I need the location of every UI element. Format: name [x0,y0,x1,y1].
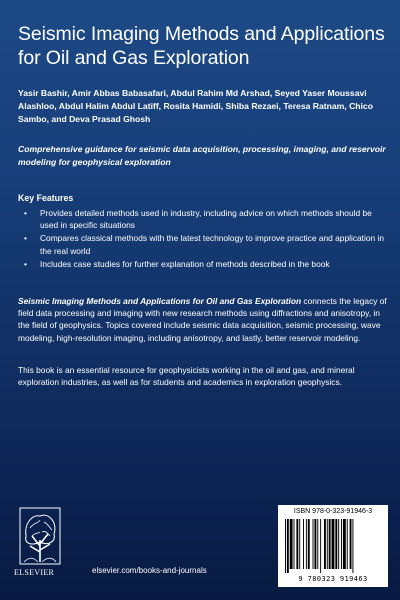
key-feature-item [18,232,388,256]
description-text: connects the legacy of field data processing and imaging with new research methods using diffractions and anisotropy, in the field of geophysics. Topics covered include seismic data acquisition, seismic processing, wave modeling, high-resolution imaging, including anisotropy, and lastly, better reservoir modeling. [18,296,387,343]
key-feature-text: Provides detailed methods used in industry, including advice on which methods should be used in specific situations [40,208,372,231]
key-feature-item [18,258,388,270]
barcode-number: 9 780323 919463 [298,575,368,583]
description-book-title: Seismic Imaging Methods and Applications for Oil and Gas Exploration [18,296,302,306]
book-title: Seismic Imaging Methods and Applications for Oil and Gas Exploration [18,23,385,69]
barcode [278,505,388,587]
key-feature-text: Includes case studies for further explanation of methods described in the book [40,258,330,269]
publisher-url: elsevier.com/books-and-journals [92,566,207,575]
audience-statement: This book is an essential resource for geophysicists working in the oil and gas, and mineral exploration industries, as well as for students and academics in exploration geophysics. [18,365,355,388]
key-features-list [18,207,388,271]
bullet-icon: • [24,258,27,269]
publisher-name: ELSEVIER [14,568,55,577]
key-feature-text: Compares classical methods with the latest technology to improve practice and application in the real world [40,233,385,256]
bullet-icon: • [24,233,27,244]
barcode-bars [284,519,382,573]
key-features-heading: Key Features [18,193,74,203]
book-description [18,295,388,344]
book-tagline: Comprehensive guidance for seismic data acquisition, processing, imaging, and reservoir modeling for geophysical exploration [18,144,386,167]
key-feature-item [18,207,388,231]
author-list: Yasir Bashir, Amir Abbas Babasafari, Abdul Rahim Md Arshad, Seyed Yaser Moussavi Alashloo, Abdul Halim Abdul Latiff, Rosita Hamidi, Shiba Rezaei, Teresa Ratnam, Chico Sambo, and Deva Prasad Ghosh [18,88,373,124]
bullet-icon: • [24,208,27,218]
isbn-label: ISBN 978-0-323-91946-3 [293,508,373,515]
elsevier-tree-logo [18,506,62,572]
